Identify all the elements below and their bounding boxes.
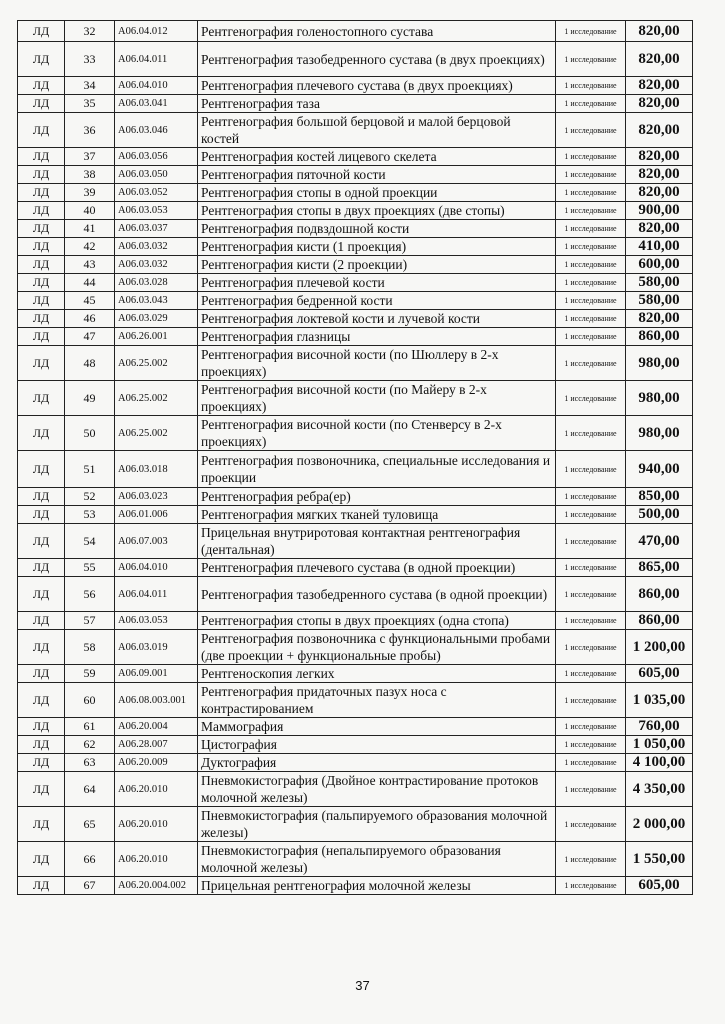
row-number-cell: 37 — [65, 148, 115, 166]
row-number-cell: 65 — [65, 807, 115, 842]
row-number-cell: 32 — [65, 21, 115, 42]
row-number-cell: 61 — [65, 718, 115, 736]
service-code-cell: A06.20.010 — [115, 772, 198, 807]
service-code-cell: A06.03.053 — [115, 612, 198, 630]
service-code-cell: A06.03.046 — [115, 113, 198, 148]
service-name-cell: Рентгенография стопы в двух проекциях (одна стопа) — [198, 612, 556, 630]
unit-cell: 1 исследование — [556, 683, 626, 718]
table-row — [18, 113, 693, 148]
row-number-cell: 44 — [65, 274, 115, 292]
department-cell: ЛД — [18, 42, 65, 77]
service-name-cell: Рентгенография позвоночника, специальные исследования и проекции — [198, 451, 556, 488]
table-row — [18, 683, 693, 718]
unit-cell: 1 исследование — [556, 877, 626, 895]
department-cell: ЛД — [18, 630, 65, 665]
unit-cell: 1 исследование — [556, 166, 626, 184]
service-code-cell: A06.03.050 — [115, 166, 198, 184]
department-cell: ЛД — [18, 577, 65, 612]
service-name-cell: Рентгенография глазницы — [198, 328, 556, 346]
service-code-cell: A06.03.032 — [115, 256, 198, 274]
price-cell: 980,00 — [626, 416, 693, 451]
service-name-cell: Рентгенография височной кости (по Шюллеру в 2-х проекциях) — [198, 346, 556, 381]
table-row — [18, 238, 693, 256]
service-name-cell: Рентгенография голеностопного сустава — [198, 21, 556, 42]
department-cell: ЛД — [18, 772, 65, 807]
row-number-cell: 57 — [65, 612, 115, 630]
price-cell: 940,00 — [626, 451, 693, 488]
service-code-cell: A06.20.009 — [115, 754, 198, 772]
service-name-cell: Прицельная внутриротовая контактная рентгенография (дентальная) — [198, 524, 556, 559]
service-name-cell: Рентгенография придаточных пазух носа с контрастированием — [198, 683, 556, 718]
department-cell: ЛД — [18, 95, 65, 113]
service-name-cell: Рентгенография тазобедренного сустава (в двух проекциях) — [198, 42, 556, 77]
unit-cell: 1 исследование — [556, 292, 626, 310]
unit-cell: 1 исследование — [556, 202, 626, 220]
unit-cell: 1 исследование — [556, 310, 626, 328]
price-cell: 4 100,00 — [626, 754, 693, 772]
unit-cell: 1 исследование — [556, 506, 626, 524]
row-number-cell: 56 — [65, 577, 115, 612]
department-cell: ЛД — [18, 381, 65, 416]
unit-cell: 1 исследование — [556, 220, 626, 238]
service-code-cell: A06.20.004.002 — [115, 877, 198, 895]
department-cell: ЛД — [18, 113, 65, 148]
price-cell: 850,00 — [626, 488, 693, 506]
row-number-cell: 60 — [65, 683, 115, 718]
service-code-cell: A06.03.056 — [115, 148, 198, 166]
price-cell: 410,00 — [626, 238, 693, 256]
table-row — [18, 202, 693, 220]
department-cell: ЛД — [18, 184, 65, 202]
service-name-cell: Рентгенография локтевой кости и лучевой кости — [198, 310, 556, 328]
price-cell: 820,00 — [626, 77, 693, 95]
service-name-cell: Рентгенография плечевого сустава (в двух проекциях) — [198, 77, 556, 95]
row-number-cell: 66 — [65, 842, 115, 877]
table-row — [18, 220, 693, 238]
price-cell: 820,00 — [626, 310, 693, 328]
price-cell: 580,00 — [626, 292, 693, 310]
price-cell: 1 035,00 — [626, 683, 693, 718]
unit-cell: 1 исследование — [556, 612, 626, 630]
price-cell: 820,00 — [626, 113, 693, 148]
service-name-cell: Дуктография — [198, 754, 556, 772]
table-row — [18, 184, 693, 202]
price-cell: 820,00 — [626, 95, 693, 113]
department-cell: ЛД — [18, 274, 65, 292]
unit-cell: 1 исследование — [556, 346, 626, 381]
service-code-cell: A06.20.004 — [115, 718, 198, 736]
department-cell: ЛД — [18, 524, 65, 559]
table-row — [18, 274, 693, 292]
price-cell: 500,00 — [626, 506, 693, 524]
price-cell: 900,00 — [626, 202, 693, 220]
department-cell: ЛД — [18, 451, 65, 488]
row-number-cell: 64 — [65, 772, 115, 807]
service-code-cell: A06.03.032 — [115, 238, 198, 256]
service-name-cell: Рентгенография мягких тканей туловища — [198, 506, 556, 524]
service-code-cell: A06.04.010 — [115, 559, 198, 577]
service-name-cell: Пневмокистография (непальпируемого образования молочной железы) — [198, 842, 556, 877]
row-number-cell: 59 — [65, 665, 115, 683]
service-code-cell: A06.09.001 — [115, 665, 198, 683]
table-row — [18, 256, 693, 274]
price-cell: 860,00 — [626, 612, 693, 630]
department-cell: ЛД — [18, 166, 65, 184]
service-code-cell: A06.04.012 — [115, 21, 198, 42]
service-name-cell: Цистография — [198, 736, 556, 754]
service-name-cell: Рентгенография бедренной кости — [198, 292, 556, 310]
table-row — [18, 95, 693, 113]
page-number: 37 — [355, 978, 370, 993]
unit-cell: 1 исследование — [556, 42, 626, 77]
service-name-cell: Рентгенография ребра(ер) — [198, 488, 556, 506]
row-number-cell: 35 — [65, 95, 115, 113]
price-cell: 605,00 — [626, 665, 693, 683]
table-row — [18, 328, 693, 346]
service-name-cell: Рентгенография стопы в двух проекциях (две стопы) — [198, 202, 556, 220]
unit-cell: 1 исследование — [556, 416, 626, 451]
table-row — [18, 292, 693, 310]
department-cell: ЛД — [18, 877, 65, 895]
service-code-cell: A06.20.010 — [115, 842, 198, 877]
department-cell: ЛД — [18, 683, 65, 718]
price-cell: 820,00 — [626, 21, 693, 42]
row-number-cell: 67 — [65, 877, 115, 895]
unit-cell: 1 исследование — [556, 754, 626, 772]
service-code-cell: A06.20.010 — [115, 807, 198, 842]
service-name-cell: Рентгенография плечевой кости — [198, 274, 556, 292]
table-row — [18, 772, 693, 807]
department-cell: ЛД — [18, 77, 65, 95]
service-name-cell: Рентгенография подвздошной кости — [198, 220, 556, 238]
service-code-cell: A06.03.029 — [115, 310, 198, 328]
row-number-cell: 50 — [65, 416, 115, 451]
table-row — [18, 42, 693, 77]
service-code-cell: A06.04.011 — [115, 577, 198, 612]
table-row — [18, 842, 693, 877]
service-code-cell: A06.03.018 — [115, 451, 198, 488]
unit-cell: 1 исследование — [556, 451, 626, 488]
table-row — [18, 451, 693, 488]
department-cell: ЛД — [18, 612, 65, 630]
table-row — [18, 21, 693, 42]
unit-cell: 1 исследование — [556, 113, 626, 148]
service-name-cell: Рентгенография тазобедренного сустава (в одной проекции) — [198, 577, 556, 612]
service-code-cell: A06.26.001 — [115, 328, 198, 346]
unit-cell: 1 исследование — [556, 21, 626, 42]
row-number-cell: 39 — [65, 184, 115, 202]
service-code-cell: A06.03.052 — [115, 184, 198, 202]
department-cell: ЛД — [18, 754, 65, 772]
table-row — [18, 346, 693, 381]
service-name-cell: Рентгенография таза — [198, 95, 556, 113]
table-row — [18, 736, 693, 754]
row-number-cell: 43 — [65, 256, 115, 274]
service-code-cell: A06.03.019 — [115, 630, 198, 665]
price-cell: 980,00 — [626, 346, 693, 381]
price-cell: 4 350,00 — [626, 772, 693, 807]
price-cell: 820,00 — [626, 184, 693, 202]
row-number-cell: 34 — [65, 77, 115, 95]
unit-cell: 1 исследование — [556, 559, 626, 577]
service-code-cell: A06.03.037 — [115, 220, 198, 238]
department-cell: ЛД — [18, 328, 65, 346]
department-cell: ЛД — [18, 148, 65, 166]
unit-cell: 1 исследование — [556, 630, 626, 665]
unit-cell: 1 исследование — [556, 524, 626, 559]
service-name-cell: Рентгенография плечевого сустава (в одной проекции) — [198, 559, 556, 577]
table-row — [18, 524, 693, 559]
row-number-cell: 46 — [65, 310, 115, 328]
unit-cell: 1 исследование — [556, 736, 626, 754]
unit-cell: 1 исследование — [556, 148, 626, 166]
unit-cell: 1 исследование — [556, 274, 626, 292]
service-code-cell: A06.03.023 — [115, 488, 198, 506]
unit-cell: 1 исследование — [556, 842, 626, 877]
department-cell: ЛД — [18, 292, 65, 310]
price-cell: 1 200,00 — [626, 630, 693, 665]
unit-cell: 1 исследование — [556, 577, 626, 612]
service-name-cell: Рентгеноскопия легких — [198, 665, 556, 683]
department-cell: ЛД — [18, 346, 65, 381]
department-cell: ЛД — [18, 559, 65, 577]
department-cell: ЛД — [18, 238, 65, 256]
row-number-cell: 48 — [65, 346, 115, 381]
table-row — [18, 506, 693, 524]
price-cell: 1 550,00 — [626, 842, 693, 877]
price-cell: 760,00 — [626, 718, 693, 736]
department-cell: ЛД — [18, 416, 65, 451]
department-cell: ЛД — [18, 665, 65, 683]
service-name-cell: Рентгенография височной кости (по Майеру в 2-х проекциях) — [198, 381, 556, 416]
row-number-cell: 38 — [65, 166, 115, 184]
price-cell: 860,00 — [626, 328, 693, 346]
service-name-cell: Рентгенография пяточной кости — [198, 166, 556, 184]
price-cell: 820,00 — [626, 220, 693, 238]
service-code-cell: A06.04.011 — [115, 42, 198, 77]
unit-cell: 1 исследование — [556, 77, 626, 95]
table-row — [18, 665, 693, 683]
price-cell: 2 000,00 — [626, 807, 693, 842]
table-row — [18, 612, 693, 630]
row-number-cell: 42 — [65, 238, 115, 256]
service-name-cell: Рентгенография кисти (2 проекции) — [198, 256, 556, 274]
price-cell: 1 050,00 — [626, 736, 693, 754]
department-cell: ЛД — [18, 488, 65, 506]
unit-cell: 1 исследование — [556, 772, 626, 807]
unit-cell: 1 исследование — [556, 381, 626, 416]
service-code-cell: A06.03.053 — [115, 202, 198, 220]
row-number-cell: 51 — [65, 451, 115, 488]
price-table — [17, 20, 693, 895]
table-row — [18, 877, 693, 895]
row-number-cell: 47 — [65, 328, 115, 346]
price-cell: 820,00 — [626, 148, 693, 166]
row-number-cell: 52 — [65, 488, 115, 506]
table-row — [18, 630, 693, 665]
unit-cell: 1 исследование — [556, 256, 626, 274]
table-row — [18, 488, 693, 506]
price-cell: 470,00 — [626, 524, 693, 559]
service-code-cell: A06.03.028 — [115, 274, 198, 292]
price-cell: 860,00 — [626, 577, 693, 612]
service-code-cell: A06.25.002 — [115, 416, 198, 451]
service-name-cell: Пневмокистография (пальпируемого образования молочной железы) — [198, 807, 556, 842]
unit-cell: 1 исследование — [556, 238, 626, 256]
service-name-cell: Пневмокистография (Двойное контрастирование протоков молочной железы) — [198, 772, 556, 807]
department-cell: ЛД — [18, 310, 65, 328]
service-name-cell: Рентгенография стопы в одной проекции — [198, 184, 556, 202]
price-cell: 820,00 — [626, 42, 693, 77]
department-cell: ЛД — [18, 807, 65, 842]
table-row — [18, 381, 693, 416]
service-code-cell: A06.25.002 — [115, 381, 198, 416]
price-table-body — [18, 21, 693, 895]
department-cell: ЛД — [18, 842, 65, 877]
unit-cell: 1 исследование — [556, 665, 626, 683]
unit-cell: 1 исследование — [556, 328, 626, 346]
table-row — [18, 77, 693, 95]
row-number-cell: 40 — [65, 202, 115, 220]
price-cell: 980,00 — [626, 381, 693, 416]
service-name-cell: Рентгенография височной кости (по Стенверсу в 2-х проекциях) — [198, 416, 556, 451]
department-cell: ЛД — [18, 256, 65, 274]
unit-cell: 1 исследование — [556, 184, 626, 202]
unit-cell: 1 исследование — [556, 807, 626, 842]
service-code-cell: A06.01.006 — [115, 506, 198, 524]
service-code-cell: A06.03.043 — [115, 292, 198, 310]
department-cell: ЛД — [18, 21, 65, 42]
service-name-cell: Рентгенография кисти (1 проекция) — [198, 238, 556, 256]
table-row — [18, 559, 693, 577]
row-number-cell: 33 — [65, 42, 115, 77]
service-code-cell: A06.04.010 — [115, 77, 198, 95]
service-code-cell: A06.07.003 — [115, 524, 198, 559]
row-number-cell: 45 — [65, 292, 115, 310]
table-row — [18, 718, 693, 736]
price-cell: 580,00 — [626, 274, 693, 292]
service-name-cell: Прицельная рентгенография молочной железы — [198, 877, 556, 895]
table-row — [18, 166, 693, 184]
service-name-cell: Рентгенография большой берцовой и малой берцовой костей — [198, 113, 556, 148]
price-cell: 820,00 — [626, 166, 693, 184]
department-cell: ЛД — [18, 718, 65, 736]
unit-cell: 1 исследование — [556, 718, 626, 736]
row-number-cell: 53 — [65, 506, 115, 524]
row-number-cell: 58 — [65, 630, 115, 665]
price-cell: 865,00 — [626, 559, 693, 577]
row-number-cell: 62 — [65, 736, 115, 754]
row-number-cell: 36 — [65, 113, 115, 148]
department-cell: ЛД — [18, 736, 65, 754]
row-number-cell: 55 — [65, 559, 115, 577]
price-cell: 600,00 — [626, 256, 693, 274]
row-number-cell: 49 — [65, 381, 115, 416]
row-number-cell: 54 — [65, 524, 115, 559]
table-row — [18, 310, 693, 328]
table-row — [18, 148, 693, 166]
unit-cell: 1 исследование — [556, 488, 626, 506]
service-code-cell: A06.03.041 — [115, 95, 198, 113]
department-cell: ЛД — [18, 202, 65, 220]
service-name-cell: Рентгенография костей лицевого скелета — [198, 148, 556, 166]
row-number-cell: 41 — [65, 220, 115, 238]
table-row — [18, 754, 693, 772]
unit-cell: 1 исследование — [556, 95, 626, 113]
table-row — [18, 577, 693, 612]
table-row — [18, 416, 693, 451]
department-cell: ЛД — [18, 506, 65, 524]
service-code-cell: A06.25.002 — [115, 346, 198, 381]
department-cell: ЛД — [18, 220, 65, 238]
service-code-cell: A06.28.007 — [115, 736, 198, 754]
service-name-cell: Маммография — [198, 718, 556, 736]
service-code-cell: A06.08.003.001 — [115, 683, 198, 718]
service-name-cell: Рентгенография позвоночника с функциональными пробами (две проекции + функциональные пробы) — [198, 630, 556, 665]
row-number-cell: 63 — [65, 754, 115, 772]
table-row — [18, 807, 693, 842]
price-cell: 605,00 — [626, 877, 693, 895]
